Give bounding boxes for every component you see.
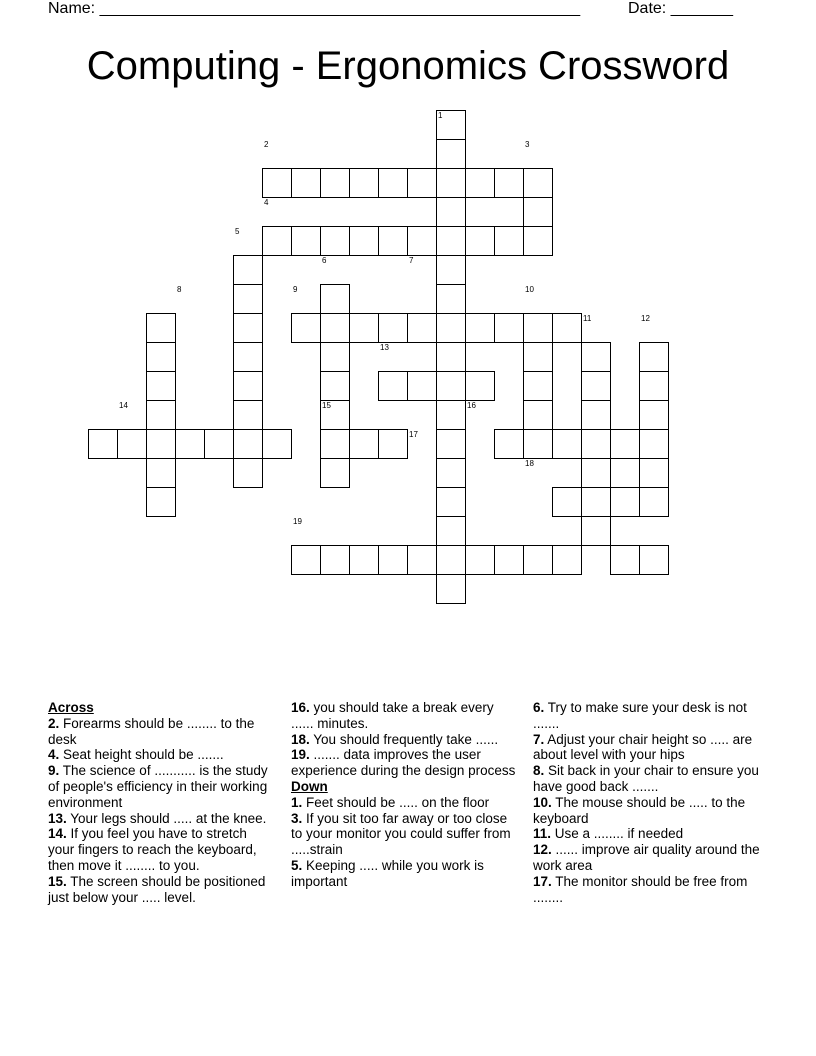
crossword-cell[interactable] (320, 545, 350, 575)
clue-number: 6. (533, 700, 545, 715)
crossword-cell[interactable] (639, 545, 669, 575)
crossword-cell[interactable] (465, 545, 495, 575)
crossword-cell[interactable] (378, 429, 408, 459)
crossword-cell[interactable] (523, 342, 553, 372)
clue-number: 17. (533, 873, 552, 889)
clue-number: 1. (291, 794, 303, 810)
clue-number-label: 11 (583, 314, 592, 323)
crossword-cell[interactable] (581, 400, 611, 430)
crossword-cell[interactable] (436, 284, 466, 314)
crossword-cell[interactable] (523, 313, 553, 343)
clue-item (533, 763, 763, 795)
crossword-cell[interactable] (233, 429, 263, 459)
crossword-cell[interactable] (436, 458, 466, 488)
crossword-cell[interactable] (378, 168, 408, 198)
crossword-cell[interactable] (581, 458, 611, 488)
crossword-cell[interactable] (262, 168, 292, 198)
crossword-cell[interactable] (146, 429, 176, 459)
crossword-cell[interactable] (610, 545, 640, 575)
crossword-cell[interactable] (465, 226, 495, 256)
crossword-cell[interactable] (407, 226, 437, 256)
clue-number-label: 15 (322, 401, 331, 410)
crossword-cell[interactable] (436, 487, 466, 517)
crossword-cell[interactable] (349, 429, 379, 459)
clue-number: 12. (533, 842, 552, 858)
clue-item (291, 700, 516, 732)
clue-number-label: 16 (467, 401, 476, 410)
clue-number: 4. (48, 747, 60, 763)
clue-text: Adjust your chair height so ..... are about level with your hips (533, 731, 753, 763)
clue-text: The monitor should be free from ........ (533, 873, 748, 905)
clue-item (291, 795, 516, 811)
clue-number-label: 1 (438, 111, 443, 120)
clue-item (48, 716, 273, 748)
crossword-cell[interactable] (378, 313, 408, 343)
clue-item (48, 763, 273, 810)
crossword-cell[interactable] (320, 342, 350, 372)
clue-text: The science of ........... is the study of people's efficiency in their working environment (48, 763, 268, 810)
clue-text: Keeping ..... while you work is important (291, 857, 484, 889)
crossword-cell[interactable] (436, 371, 466, 401)
crossword-cell[interactable] (523, 400, 553, 430)
clue-number: 3. (291, 810, 303, 826)
crossword-cell[interactable] (233, 458, 263, 488)
crossword-cell[interactable] (523, 197, 553, 227)
crossword-cell[interactable] (349, 168, 379, 198)
crossword-cell[interactable] (436, 400, 466, 430)
crossword-cell[interactable] (233, 400, 263, 430)
crossword-cell[interactable] (436, 429, 466, 459)
crossword-cell[interactable] (88, 429, 118, 459)
crossword-cell[interactable] (233, 255, 263, 285)
crossword-cell[interactable] (552, 313, 582, 343)
clue-number-label: 10 (525, 285, 534, 294)
crossword-cell[interactable] (552, 545, 582, 575)
clue-number-label: 7 (409, 256, 414, 265)
clue-text: The screen should be positioned just below your ..... level. (48, 873, 266, 905)
clue-text: You should frequently take ...... (309, 731, 499, 747)
crossword-cell[interactable] (320, 313, 350, 343)
clue-text: Forearms should be ........ to the desk (48, 715, 255, 747)
crossword-cell[interactable] (523, 429, 553, 459)
down-clue-list (291, 795, 516, 890)
crossword-cell[interactable] (291, 226, 321, 256)
crossword-cell[interactable] (581, 487, 611, 517)
crossword-cell[interactable] (494, 545, 524, 575)
clue-text: Your legs should ..... at the knee. (66, 810, 267, 826)
crossword-cell[interactable] (146, 458, 176, 488)
clue-number-label: 4 (264, 198, 269, 207)
clue-number: 13. (48, 810, 67, 826)
crossword-cell[interactable] (465, 371, 495, 401)
clue-number: 15. (48, 873, 67, 889)
crossword-cell[interactable] (436, 226, 466, 256)
crossword-cell[interactable] (349, 545, 379, 575)
crossword-cell[interactable] (436, 168, 466, 198)
crossword-cell[interactable] (494, 313, 524, 343)
crossword-cell[interactable] (465, 313, 495, 343)
clue-item (291, 858, 516, 890)
crossword-cell[interactable] (494, 226, 524, 256)
crossword-cell[interactable] (320, 429, 350, 459)
clue-number: 14. (48, 826, 67, 842)
clue-number-label: 6 (322, 256, 327, 265)
crossword-cell[interactable] (581, 429, 611, 459)
crossword-cell[interactable] (436, 197, 466, 227)
clue-number: 5. (291, 857, 303, 873)
clue-text: Feet should be ..... on the floor (302, 794, 490, 810)
crossword-cell[interactable] (494, 429, 524, 459)
crossword-cell[interactable] (639, 429, 669, 459)
across-heading: Across (48, 700, 94, 715)
clue-number-label: 9 (293, 285, 298, 294)
crossword-cell[interactable] (233, 313, 263, 343)
clue-text: Seat height should be ....... (59, 747, 224, 763)
crossword-cell[interactable] (523, 545, 553, 575)
crossword-cell[interactable] (436, 516, 466, 546)
crossword-cell[interactable] (262, 226, 292, 256)
crossword-cell[interactable] (523, 226, 553, 256)
clue-item (48, 826, 273, 873)
crossword-cell[interactable] (552, 487, 582, 517)
crossword-cell[interactable] (407, 371, 437, 401)
clue-number-label: 14 (119, 401, 128, 410)
crossword-cell[interactable] (146, 342, 176, 372)
clue-item (533, 874, 763, 906)
clue-number-label: 18 (525, 459, 534, 468)
clue-item (291, 747, 516, 779)
crossword-cell[interactable] (407, 313, 437, 343)
clue-number: 10. (533, 794, 552, 810)
clue-item (48, 747, 273, 763)
clue-number-label: 5 (235, 227, 240, 236)
clues-column-2 (291, 700, 516, 890)
clue-text: If you sit too far away or too close to your monitor you could suffer from .....strain (291, 810, 511, 858)
crossword-cell[interactable] (349, 226, 379, 256)
crossword-cell[interactable] (523, 371, 553, 401)
crossword-cell[interactable] (581, 371, 611, 401)
crossword-cell[interactable] (175, 429, 205, 459)
crossword-cell[interactable] (436, 255, 466, 285)
crossword-cell[interactable] (610, 429, 640, 459)
crossword-cell[interactable] (378, 226, 408, 256)
clue-item (533, 732, 763, 764)
clue-number-label: 13 (380, 343, 389, 352)
crossword-cell[interactable] (552, 429, 582, 459)
clue-text: If you feel you have to stretch your fingers to reach the keyboard, then move it ........ to you. (48, 826, 257, 873)
crossword-cell[interactable] (407, 545, 437, 575)
clue-text: ....... data improves the user experience during the design process (291, 747, 516, 779)
crossword-cell[interactable] (639, 458, 669, 488)
clue-number: 16. (291, 700, 310, 715)
crossword-cell[interactable] (146, 371, 176, 401)
crossword-cell[interactable] (407, 168, 437, 198)
across-clue-list (48, 716, 273, 906)
clue-text: The mouse should be ..... to the keyboard (533, 794, 746, 826)
crossword-cell[interactable] (436, 342, 466, 372)
crossword-cell[interactable] (146, 487, 176, 517)
date-field[interactable]: Date: _______ (628, 0, 733, 17)
clue-item (533, 842, 763, 874)
clue-number: 18. (291, 731, 310, 747)
crossword-cell[interactable] (291, 313, 321, 343)
crossword-cell[interactable] (204, 429, 234, 459)
crossword-cell[interactable] (436, 139, 466, 169)
clue-number: 2. (48, 715, 60, 731)
clue-text: you should take a break every ...... minutes. (291, 700, 494, 731)
crossword-cell[interactable] (378, 371, 408, 401)
crossword-cell[interactable] (320, 168, 350, 198)
page-title: Computing - Ergonomics Crossword (86, 44, 730, 88)
clue-number: 8. (533, 763, 545, 779)
clue-number: 9. (48, 763, 60, 779)
down-heading: Down (291, 778, 328, 794)
crossword-cell[interactable] (378, 545, 408, 575)
crossword-cell[interactable] (639, 342, 669, 372)
clue-number-label: 8 (177, 285, 182, 294)
crossword-cell[interactable] (262, 429, 292, 459)
clue-item (533, 700, 763, 732)
clue-item (48, 811, 273, 827)
crossword-cell[interactable] (465, 168, 495, 198)
crossword-cell[interactable] (639, 487, 669, 517)
clue-number: 11. (533, 826, 552, 842)
clue-item (533, 795, 763, 827)
crossword-cell[interactable] (291, 168, 321, 198)
clues-column-3 (533, 700, 763, 905)
clue-item (533, 826, 763, 842)
crossword-cell[interactable] (581, 516, 611, 546)
crossword-cell[interactable] (436, 545, 466, 575)
clue-number-label: 2 (264, 140, 269, 149)
across-clue-list-cont (291, 700, 516, 779)
down-clue-list-cont (533, 700, 763, 905)
clue-number-label: 3 (525, 140, 530, 149)
crossword-cell[interactable] (320, 284, 350, 314)
clue-item (48, 874, 273, 906)
clue-text: Try to make sure your desk is not ....... (533, 700, 747, 731)
crossword-cell[interactable] (610, 487, 640, 517)
crossword-cell[interactable] (146, 400, 176, 430)
clue-number-label: 12 (641, 314, 650, 323)
clue-text: Use a ........ if needed (551, 826, 684, 842)
clue-number: 19. (291, 747, 310, 763)
crossword-cell[interactable] (233, 371, 263, 401)
clue-text: Sit back in your chair to ensure you have good back ....... (533, 763, 759, 794)
crossword-cell[interactable] (639, 400, 669, 430)
crossword-cell[interactable] (639, 371, 669, 401)
clues-column-1 (48, 700, 273, 905)
crossword-cell[interactable] (523, 168, 553, 198)
clue-number-label: 19 (293, 517, 302, 526)
crossword-cell[interactable] (436, 574, 466, 604)
clue-number-label: 17 (409, 430, 418, 439)
clue-item (291, 732, 516, 748)
crossword-cell[interactable] (233, 342, 263, 372)
crossword-cell[interactable] (320, 226, 350, 256)
crossword-cell[interactable] (581, 342, 611, 372)
crossword-cell[interactable] (233, 284, 263, 314)
crossword-cell[interactable] (436, 313, 466, 343)
name-field[interactable]: Name: ______________________________________________________ (48, 0, 581, 17)
crossword-cell[interactable] (320, 371, 350, 401)
crossword-cell[interactable] (320, 458, 350, 488)
clue-text: ...... improve air quality around the work area (533, 842, 760, 873)
clue-item (291, 811, 516, 858)
crossword-cell[interactable] (117, 429, 147, 459)
crossword-cell[interactable] (494, 168, 524, 198)
crossword-cell[interactable] (349, 313, 379, 343)
clue-number: 7. (533, 731, 545, 747)
crossword-cell[interactable] (146, 313, 176, 343)
crossword-cell[interactable] (291, 545, 321, 575)
